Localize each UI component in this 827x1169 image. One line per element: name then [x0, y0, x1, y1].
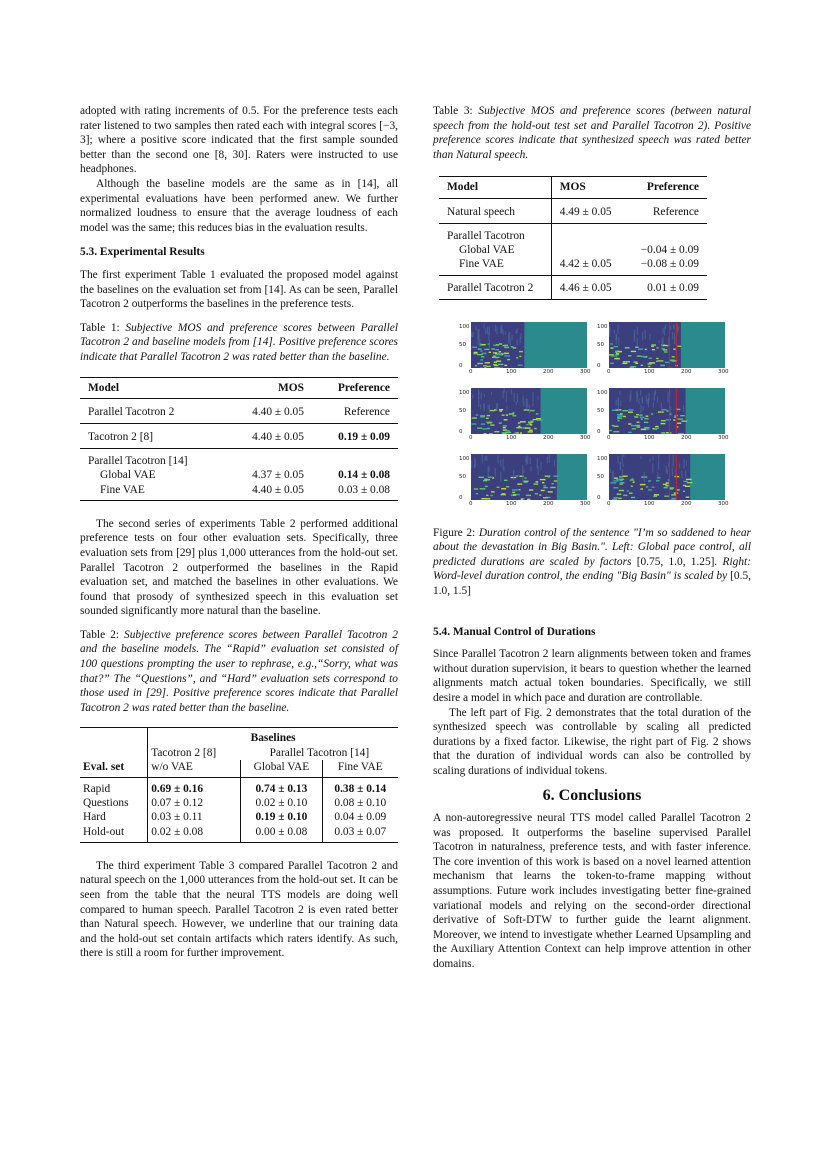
table-cell: 0.03 ± 0.08 [338, 483, 390, 496]
table-cell: Natural speech [439, 198, 551, 223]
table3-caption-text: Subjective MOS and preference scores (between natural speech from the hold-out test set and Parallel Tacotron 2). Positive preference scores indicate that synthesized speech was rated better than Natural speech. [433, 105, 751, 161]
table-row [439, 223, 707, 243]
table-cell: 0.00 ± 0.08 [241, 825, 322, 843]
figure2-label: Figure 2: [433, 526, 476, 539]
y-tick-label: 50 [459, 407, 466, 414]
spectrogram-image [609, 388, 725, 434]
spectrogram-image [471, 388, 587, 434]
table-row [80, 423, 398, 448]
table-row [439, 276, 707, 299]
table-row [80, 449, 398, 469]
table-cell: Global VAE [439, 243, 551, 257]
x-tick-label: 200 [681, 368, 692, 375]
table-cell: 0.02 ± 0.10 [241, 796, 322, 810]
x-tick-label: 300 [718, 500, 729, 507]
table3-caption [433, 104, 751, 162]
table-cell: 4.42 ± 0.05 [559, 258, 612, 271]
table2-header-fine-vae: Fine VAE [337, 760, 383, 773]
figure2-caption-math-2: [0.5, 1.0, 1.5] [433, 570, 751, 597]
table1-caption [80, 321, 398, 365]
y-tick-label: 100 [459, 323, 470, 330]
x-tick-label: 200 [543, 434, 554, 441]
table3-header-mos: MOS [559, 181, 586, 194]
table-row [439, 243, 707, 257]
table1-label: Table 1: [80, 321, 120, 334]
table2-label: Table 2: [80, 628, 119, 641]
y-tick-label: 0 [459, 362, 463, 369]
figure2-caption-text-1: Duration control of the sentence "I’m so saddened to hear about the devastation in Big Basin.". Left: Global pace control, all predicted durations are scaled by factors [433, 526, 751, 568]
table-cell: 0.01 ± 0.09 [647, 282, 699, 295]
spectrogram-image [471, 322, 587, 368]
table-cell [551, 223, 626, 243]
section-heading-conclusions: 6. Conclusions [542, 786, 642, 804]
figure2-caption [433, 526, 751, 599]
paragraph-rating: adopted with rating increments of 0.5. For the preference tests each rater listened to two samples then rated each with integral scores [−3, 3]; where a positive score indicated that the first sample sounded better than the second one [8, 30]. Raters were instructed to use headphones. [80, 105, 398, 176]
x-tick-label: 200 [543, 500, 554, 507]
table-cell: 4.49 ± 0.05 [559, 205, 612, 218]
y-tick-label: 100 [459, 455, 470, 462]
table-row [80, 483, 398, 501]
table1-header-model: Model [88, 381, 120, 394]
table2-header-parallel-tacotron: Parallel Tacotron [14] [269, 746, 370, 759]
paragraph-third-experiment: The third experiment Table 3 compared Parallel Tacotron 2 and natural speech on the 1,000 utterances from the hold-out set. It can be seen from the table that the neural TTS models are doing well compared to human speech. Parallel Tacotron 2 is even rated better than Natural speech. However, we underline that our training data and the hold-out set contain artifacts which raters identify. As such, there is still a room for further improvement. [80, 859, 398, 960]
table-cell: Reference [652, 205, 699, 218]
table-cell: Reference [343, 405, 390, 418]
table-row [80, 746, 398, 760]
section-heading-manual-control: 5.4. Manual Control of Durations [433, 625, 596, 638]
x-tick-label: 100 [506, 434, 517, 441]
table-cell: 4.40 ± 0.05 [252, 483, 304, 496]
y-tick-label: 50 [597, 473, 604, 480]
table-cell [226, 449, 312, 469]
table2-header-global-vae: Global VAE [241, 760, 322, 778]
paragraph-baselines: Although the baseline models are the same as in [14], all experimental evaluations have been performed anew. We further normalized loudness to ensure that the average loudness of each model was the same; this reduces bias in the evaluation results. [80, 177, 398, 234]
y-tick-label: 50 [459, 341, 466, 348]
table-cell: 0.07 ± 0.12 [148, 796, 241, 810]
table-cell: 4.40 ± 0.05 [252, 405, 304, 418]
x-tick-label: 300 [580, 434, 591, 441]
x-tick-label: 100 [644, 500, 655, 507]
paragraph-figure-discussion: The left part of Fig. 2 demonstrates that the total duration of the synthesized speech was controllable by scaling all predicted durations by a fixed factor. Likewise, the right part of Fig. 2 shows that the duration of individual words can also be controlled by scaling durations of individual tokens. [433, 706, 751, 777]
table-row [439, 177, 707, 198]
table-row [80, 810, 398, 824]
table-2 [80, 727, 398, 842]
spectrogram-panel [609, 322, 727, 378]
table-cell: Parallel Tacotron [14] [88, 455, 188, 468]
table-cell [551, 243, 626, 257]
table-cell: 4.37 ± 0.05 [252, 469, 304, 482]
section-heading-experimental-results: 5.3. Experimental Results [80, 246, 205, 259]
y-tick-label: 100 [597, 323, 608, 330]
table2-header-wo-vae: w/o VAE [148, 760, 241, 778]
table-cell: 0.69 ± 0.16 [148, 778, 241, 797]
table-1 [80, 377, 398, 501]
x-tick-label: 0 [607, 368, 611, 375]
table-row [439, 198, 707, 223]
table-cell: Fine VAE [100, 483, 145, 496]
y-tick-label: 0 [597, 494, 601, 501]
table-cell: Parallel Tacotron [439, 223, 551, 243]
y-tick-label: 50 [597, 341, 604, 348]
table-cell: 0.19 ± 0.09 [338, 430, 390, 443]
table-cell: Rapid [80, 778, 148, 797]
y-tick-label: 100 [459, 389, 470, 396]
y-tick-label: 0 [459, 494, 463, 501]
x-tick-label: 0 [607, 500, 611, 507]
x-tick-label: 0 [469, 500, 473, 507]
table-cell: 0.38 ± 0.14 [334, 783, 387, 796]
paragraph-manual-control: Since Parallel Tacotron 2 learn alignments between token and frames without duration supervision, it bears to question whether the learned alignments match actual token boundaries. Specifically, we still desire a model in which pace and duration are controllable. [433, 648, 751, 704]
table-cell: 4.40 ± 0.05 [252, 430, 304, 443]
table-cell: 0.19 ± 0.10 [241, 810, 322, 824]
table-cell: Global VAE [100, 469, 156, 482]
table-cell: −0.08 ± 0.09 [640, 258, 699, 271]
table-row [80, 468, 398, 482]
x-tick-label: 300 [718, 368, 729, 375]
table-cell: 0.02 ± 0.08 [148, 825, 241, 843]
table-cell: 0.04 ± 0.09 [334, 811, 387, 824]
table-cell: 0.14 ± 0.08 [338, 469, 390, 482]
table2-caption [80, 628, 398, 716]
table-cell: 4.46 ± 0.05 [559, 282, 612, 295]
spectrogram-panel [471, 388, 589, 444]
table-cell: Hard [80, 810, 148, 824]
table-cell: 0.03 ± 0.07 [334, 825, 387, 838]
x-tick-label: 200 [681, 434, 692, 441]
table-cell [80, 728, 148, 746]
figure2-caption-math-1: [0.75, 1.0, 1.25] [636, 555, 715, 568]
spectrogram-panel [609, 454, 727, 510]
table2-header-baselines: Baselines [250, 732, 296, 745]
table-3 [439, 176, 707, 299]
table-row [80, 760, 398, 778]
y-tick-label: 0 [459, 428, 463, 435]
x-tick-label: 100 [506, 500, 517, 507]
table1-header-row [80, 377, 398, 398]
x-tick-label: 200 [543, 368, 554, 375]
x-tick-label: 100 [644, 434, 655, 441]
left-column [80, 104, 398, 961]
spectrogram-image [609, 454, 725, 500]
figure-2-spectrograms [457, 320, 727, 520]
table2-header-tacotron2: Tacotron 2 [8] [151, 746, 217, 759]
spectrogram-image [609, 322, 725, 368]
table-row [80, 728, 398, 746]
table3-header-model: Model [439, 177, 551, 198]
table-cell [626, 223, 707, 243]
table1-caption-text: Subjective MOS and preference scores between Parallel Tacotron 2 and baseline models from [14]. Positive preference scores indicate that Parallel Tacotron 2 was rated better than the baseline. [80, 321, 398, 363]
x-tick-label: 200 [681, 500, 692, 507]
table-row [80, 398, 398, 423]
table-cell: Questions [80, 796, 148, 810]
table2-header-evalset: Eval. set [80, 760, 148, 778]
figure2-caption-text-2: . Right: Word-level duration control, the ending "Big Basin" is scaled by [433, 555, 751, 583]
table1-header-preference: Preference [337, 381, 390, 394]
x-tick-label: 100 [644, 368, 655, 375]
table-row [80, 825, 398, 843]
y-tick-label: 50 [597, 407, 604, 414]
spectrogram-panel [471, 454, 589, 510]
x-tick-label: 0 [607, 434, 611, 441]
x-tick-label: 300 [718, 434, 729, 441]
x-tick-label: 300 [580, 368, 591, 375]
table2-caption-text: Subjective preference scores between Parallel Tacotron 2 and the baseline models. The “Rapid” evaluation set consisted of 100 questions prompting the user to rephrase, e.g.,“Sorry, what was that?” The “Questions”, and “Hard” evaluation sets correspond to those used in [29]. Positive preference scores indicate that Parallel Tacotron 2 was rated better than the baseline. [80, 628, 398, 714]
right-column [433, 104, 751, 972]
paragraph-first-experiment: The first experiment Table 1 evaluated the proposed model against the baselines on the evaluation set from [14]. As can be seen, Parallel Tacotron 2 outperforms the baselines in the preference tests. [80, 268, 398, 311]
paragraph-conclusions: A non-autoregressive neural TTS model called Parallel Tacotron 2 was proposed. It outperforms the baseline supervised Parallel Tacotron in naturalness, preference tests, and with faster inference. The core invention of this work is based on a novel learned attention mechanism that learns the token-to-frame mapping without assumptions. Future work includes investigating better fine-grained variational models and relying on the second-order directional derivative of Soft-DTW to further guide the learnt alignment. Moreover, we intend to investigate whether Learned Upsampling and the Auxiliary Attention Context can help improve attention in other domains. [433, 812, 751, 971]
table-cell: 0.74 ± 0.13 [241, 778, 322, 797]
table3-label: Table 3: [433, 105, 473, 117]
y-tick-label: 50 [459, 473, 466, 480]
table-cell: Hold-out [80, 825, 148, 843]
table-cell: Tacotron 2 [8] [88, 430, 153, 443]
y-tick-label: 100 [597, 455, 608, 462]
y-tick-label: 0 [597, 362, 601, 369]
table-cell [80, 746, 148, 760]
table-cell: 0.03 ± 0.11 [148, 810, 241, 824]
table-cell: −0.04 ± 0.09 [640, 243, 699, 256]
x-tick-label: 0 [469, 434, 473, 441]
y-tick-label: 100 [597, 389, 608, 396]
paragraph-second-experiment: The second series of experiments Table 2 performed additional preference tests on four other evaluation sets. Specifically, three evaluation sets from [29] plus 1,000 utterances from the hold-out set. Parallel Tacotron 2 outperformed the baselines in the Rapid evaluation set, and matched the baselines in other evaluations. We found that prosody of synthesized speech in this evaluation set sounded significantly more natural than the baseline. [80, 517, 398, 618]
x-tick-label: 0 [469, 368, 473, 375]
table-cell: Parallel Tacotron 2 [439, 276, 551, 299]
table-row [439, 257, 707, 276]
table1-header-mos: MOS [277, 381, 304, 394]
table-cell: Parallel Tacotron 2 [88, 405, 175, 418]
table-cell [312, 449, 398, 469]
x-tick-label: 300 [580, 500, 591, 507]
table-row [80, 778, 398, 797]
y-tick-label: 0 [597, 428, 601, 435]
spectrogram-panel [609, 388, 727, 444]
table3-header-preference: Preference [646, 181, 699, 194]
spectrogram-panel [471, 322, 589, 378]
table-row [80, 796, 398, 810]
table-cell: Fine VAE [439, 257, 551, 276]
table-cell: 0.08 ± 0.10 [334, 797, 387, 810]
x-tick-label: 100 [506, 368, 517, 375]
spectrogram-image [471, 454, 587, 500]
